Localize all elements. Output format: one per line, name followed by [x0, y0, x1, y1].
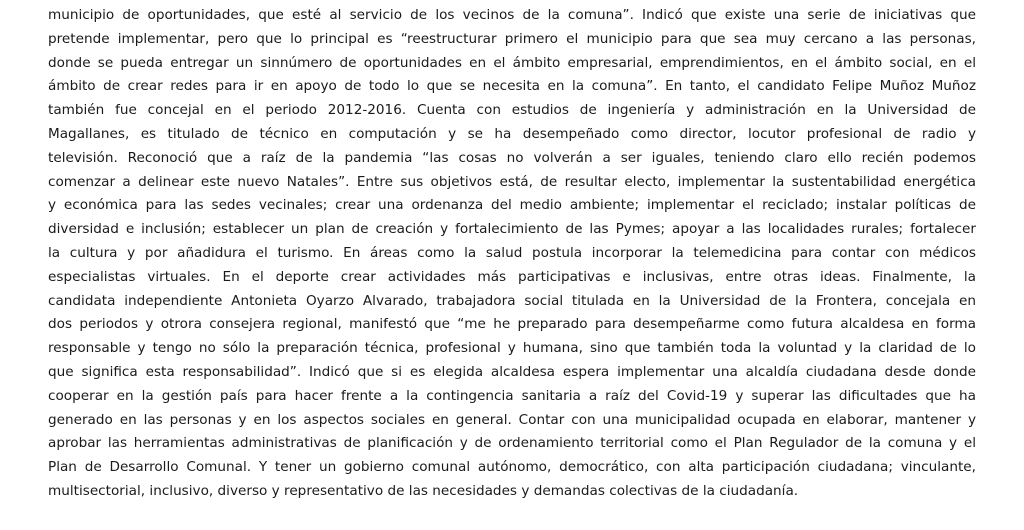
text-line: responsable y tengo no sólo la preparación técnica, profesional y humana, sino que también toda la voluntad y la claridad de lo	[48, 340, 976, 357]
text-line: Magallanes, es titulado de técnico en computación y se ha desempeñado como director, locutor profesional de radio y	[48, 125, 976, 142]
text-line: cooperar en la gestión país para hacer frente a la contingencia sanitaria a raíz del Covid-19 y superar las dificultades que ha	[48, 387, 976, 404]
text-line: televisión. Reconoció que a raíz de la pandemia “las cosas no volverán a ser iguales, teniendo claro ello recién podemos	[48, 149, 976, 166]
text-line: municipio de oportunidades, que esté al servicio de los vecinos de la comuna”. Indicó que existe una serie de iniciativas que	[48, 7, 976, 23]
text-line: pretende implementar, pero que lo principal es “reestructurar primero el municipio para que sea muy cercano a las personas,	[48, 30, 976, 47]
text-line: candidata independiente Antonieta Oyarzo Alvarado, trabajadora social titulada en la Universidad de la Frontera, concejala en	[48, 292, 976, 309]
text-line: aprobar las herramientas administrativas de planificación y de ordenamiento territorial como el Plan Regulador de la comuna y el	[48, 435, 976, 452]
article-paragraph	[48, 4, 976, 504]
text-line: la cultura y por añadidura el turismo. En áreas como la salud postula incorporar la telemedicina para contar con médicos	[48, 244, 976, 261]
text-line: que significa esta responsabilidad”. Indicó que si es elegida alcaldesa espera implementar una alcaldía ciudadana desde donde	[48, 363, 976, 380]
text-line: ámbito de crear redes para ir en apoyo de todo lo que se necesita en la comuna”. En tanto, el candidato Felipe Muñoz Muñoz	[48, 78, 976, 95]
text-line: donde se pueda entregar un sinnúmero de oportunidades en el ámbito empresarial, emprendimientos, en el ámbito social, en el	[48, 54, 976, 71]
text-line: y económica para las sedes vecinales; crear una ordenanza del medio ambiente; implementar el reciclado; instalar políticas de	[48, 197, 976, 214]
text-line: comenzar a delinear este nuevo Natales”. Entre sus objetivos está, de resultar electo, implementar la sustentabilidad energética	[48, 173, 976, 190]
text-line: diversidad e inclusión; establecer un plan de creación y fortalecimiento de las Pymes; apoyar a las localidades rurales; fortalecer	[48, 221, 976, 238]
text-line: generado en las personas y en los aspectos sociales en general. Contar con una municipalidad ocupada en elaborar, mantener y	[48, 411, 976, 428]
text-line: Plan de Desarrollo Comunal. Y tener un gobierno comunal autónomo, democrático, con alta participación ciudadana; vinculante,	[48, 459, 976, 476]
text-line: dos periodos y otrora consejera regional, manifestó que “me he preparado para desempeñarme como futura alcaldesa en forma	[48, 316, 976, 333]
text-line: especialistas virtuales. En el deporte crear actividades más participativas e inclusivas, entre otras ideas. Finalmente, la	[48, 268, 976, 285]
text-line: multisectorial, inclusivo, diverso y representativo de las necesidades y demandas colectivas de la ciudadanía.	[48, 482, 799, 499]
text-line: también fue concejal en el periodo 2012-2016. Cuenta con estudios de ingeniería y administración en la Universidad de	[48, 102, 976, 119]
